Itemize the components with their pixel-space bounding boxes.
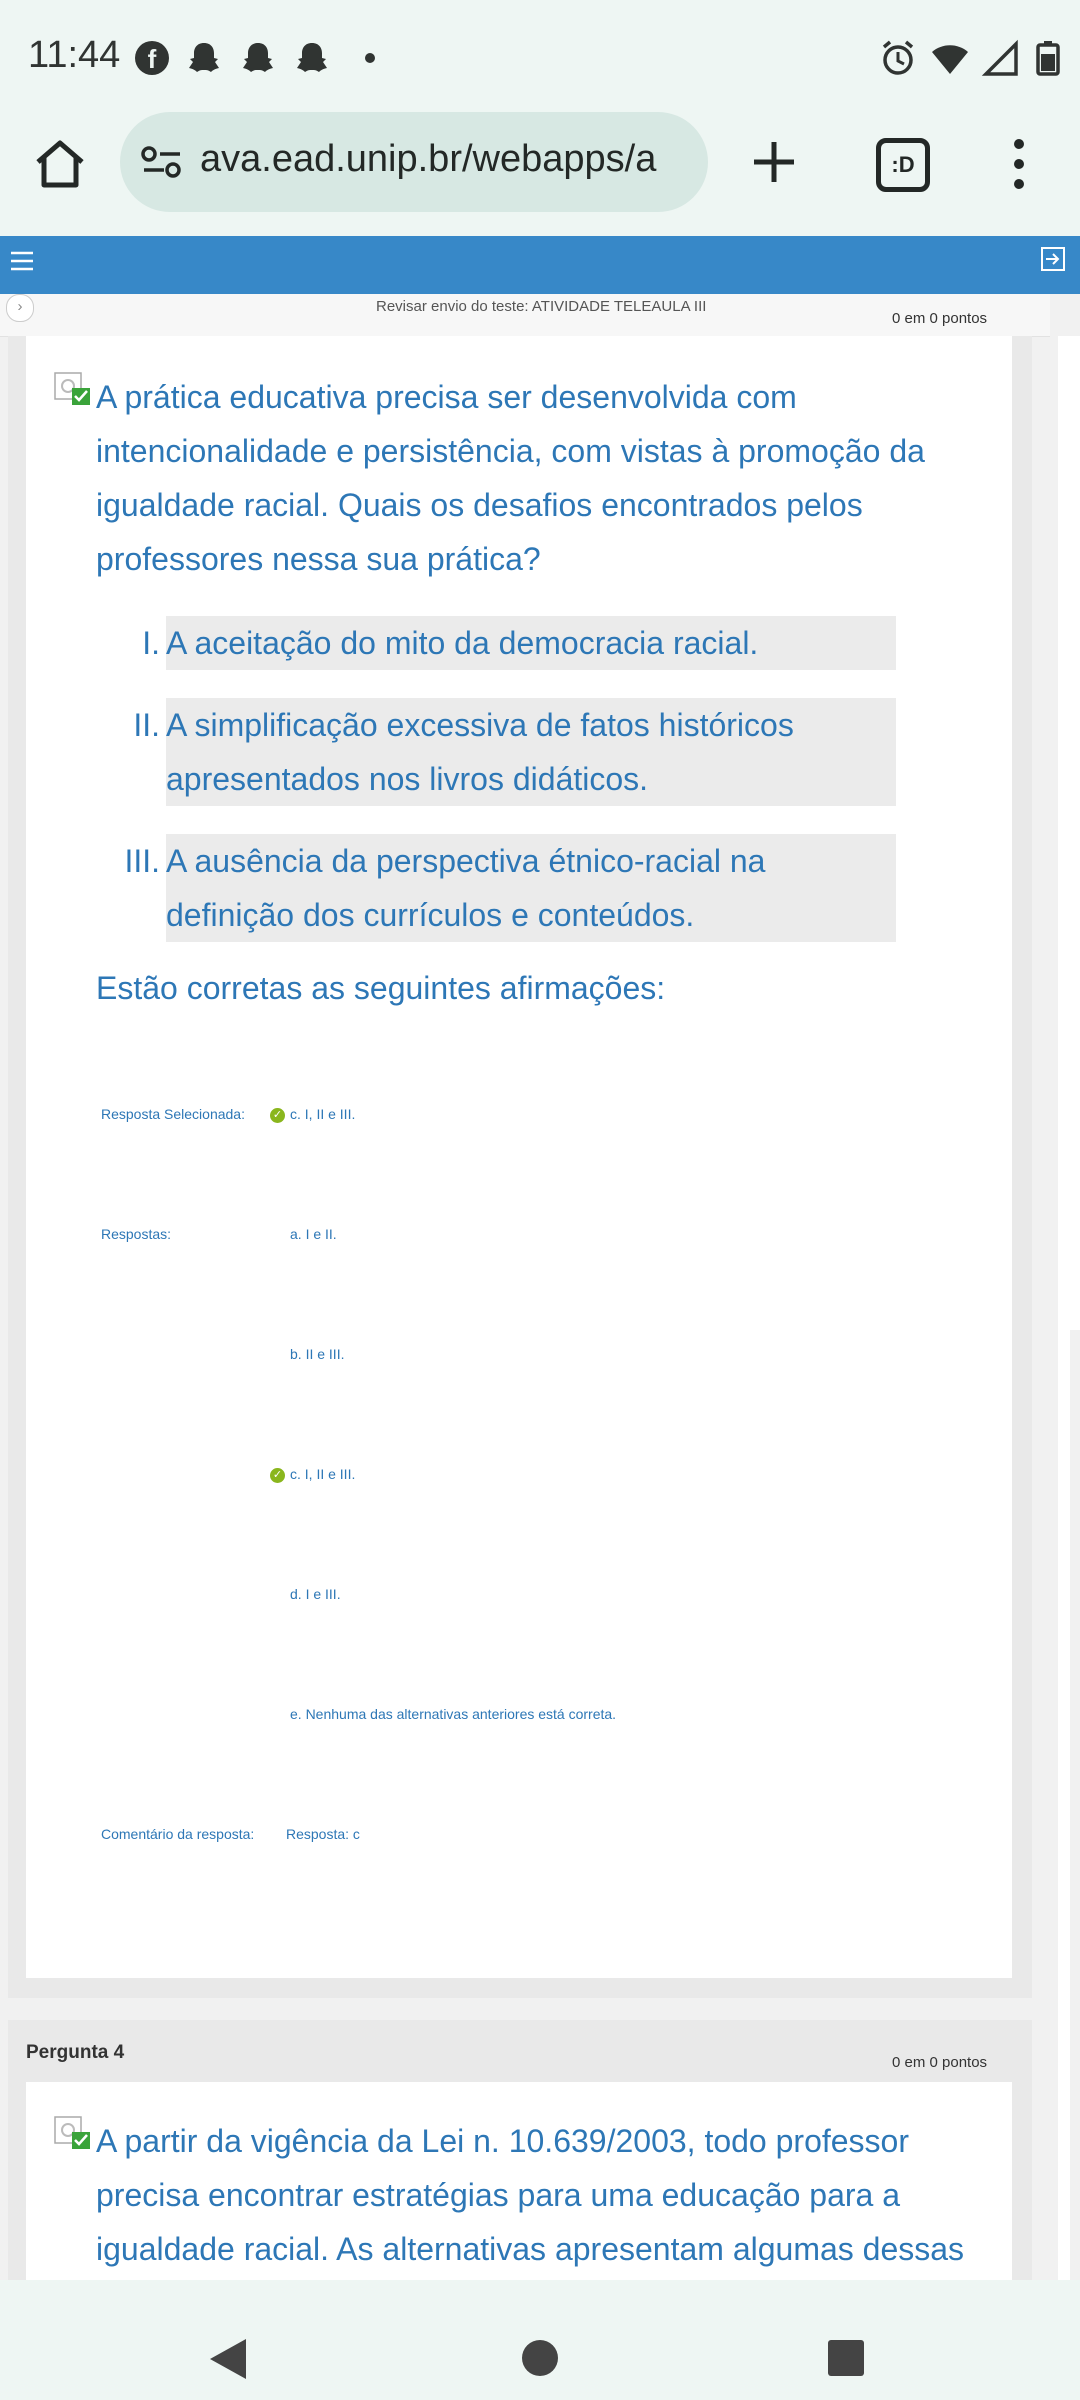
answer-option: b. II e III. <box>290 1346 345 1362</box>
status-bar <box>0 0 1080 112</box>
breadcrumb-title: Revisar envio do teste: ATIVIDADE TELEAULA III <box>376 298 707 315</box>
answer-option: d. I e III. <box>290 1586 341 1602</box>
check-icon: ✓ <box>270 1468 285 1483</box>
back-icon[interactable] <box>206 2336 250 2382</box>
facebook-icon <box>132 38 172 78</box>
navigation-bar <box>0 2280 1080 2400</box>
question-points: 0 em 0 pontos <box>892 310 988 327</box>
menu-icon[interactable] <box>10 250 34 272</box>
correct-answer-icon <box>54 372 92 406</box>
battery-icon <box>1028 38 1068 78</box>
answer-option: a. I e II. <box>290 1226 337 1242</box>
alarm-icon <box>878 38 918 78</box>
more-options-icon[interactable] <box>1004 136 1034 192</box>
selected-answer-value: c. I, II e III. <box>290 1106 356 1122</box>
statement-item: A simplificação excessiva de fatos históricos apresentados nos livros didáticos. <box>166 698 896 806</box>
recents-icon[interactable] <box>826 2338 866 2378</box>
answer-option: e. Nenhuma das alternativas anteriores está correta. <box>290 1706 617 1722</box>
course-header-bar <box>0 236 1080 294</box>
answer-comment-value: Resposta: c <box>286 1826 360 1842</box>
correct-answer-icon <box>54 2116 92 2150</box>
exit-icon[interactable] <box>1040 246 1066 272</box>
dot-icon <box>350 38 390 78</box>
snapchat-icon <box>238 38 278 78</box>
selected-answer-label: Resposta Selecionada: <box>101 1106 245 1122</box>
tab-switcher-button[interactable] <box>876 138 930 192</box>
browser-toolbar <box>0 112 1080 238</box>
breadcrumb <box>0 294 1050 337</box>
home-icon[interactable] <box>32 136 88 192</box>
statement-number: I. <box>142 625 160 661</box>
new-tab-icon[interactable] <box>748 136 800 188</box>
home-nav-icon[interactable] <box>520 2338 560 2378</box>
question-text: A prática educativa precisa ser desenvolvida com intencionalidade e persistência, com vistas à promoção da igualdade racial. Quais os desafios encontrados pelos professores nessa sua prática? <box>96 379 925 577</box>
scrollbar-track[interactable] <box>1070 1330 1080 2330</box>
chevron-right-icon[interactable]: › <box>6 294 34 322</box>
signal-icon <box>980 38 1020 78</box>
statement-number: III. <box>124 843 160 879</box>
svg-text:f: f <box>147 44 157 74</box>
address-bar[interactable] <box>120 112 708 212</box>
site-settings-icon[interactable] <box>140 140 184 184</box>
statement-item: A aceitação do mito da democracia racial. <box>166 616 896 670</box>
snapchat-icon <box>184 38 224 78</box>
check-icon: ✓ <box>270 1108 285 1123</box>
snapchat-icon <box>292 38 332 78</box>
tab-label: :D <box>891 152 915 177</box>
wifi-icon <box>930 38 970 78</box>
answer-comment-label: Comentário da resposta: <box>101 1826 255 1842</box>
answers-label: Respostas: <box>101 1226 172 1242</box>
question-points: 0 em 0 pontos <box>892 2054 988 2071</box>
answer-option: c. I, II e III. <box>290 1466 356 1482</box>
statement-item: A ausência da perspectiva étnico-racial na definição dos currículos e conteúdos. <box>166 834 896 942</box>
question-title: Pergunta 4 <box>26 2042 125 2063</box>
clock: 11:44 <box>28 34 121 76</box>
question-prompt: Estão corretas as seguintes afirmações: <box>96 970 666 1006</box>
question-text: A partir da vigência da Lei n. 10.639/2003, todo professor precisa encontrar estratégias para uma educação para a igualdade racial. As alternativas apresentam algumas dessas <box>96 2123 965 2267</box>
url-text: ava.ead.unip.br/webapps/a <box>200 138 657 180</box>
statement-number: II. <box>133 707 160 743</box>
